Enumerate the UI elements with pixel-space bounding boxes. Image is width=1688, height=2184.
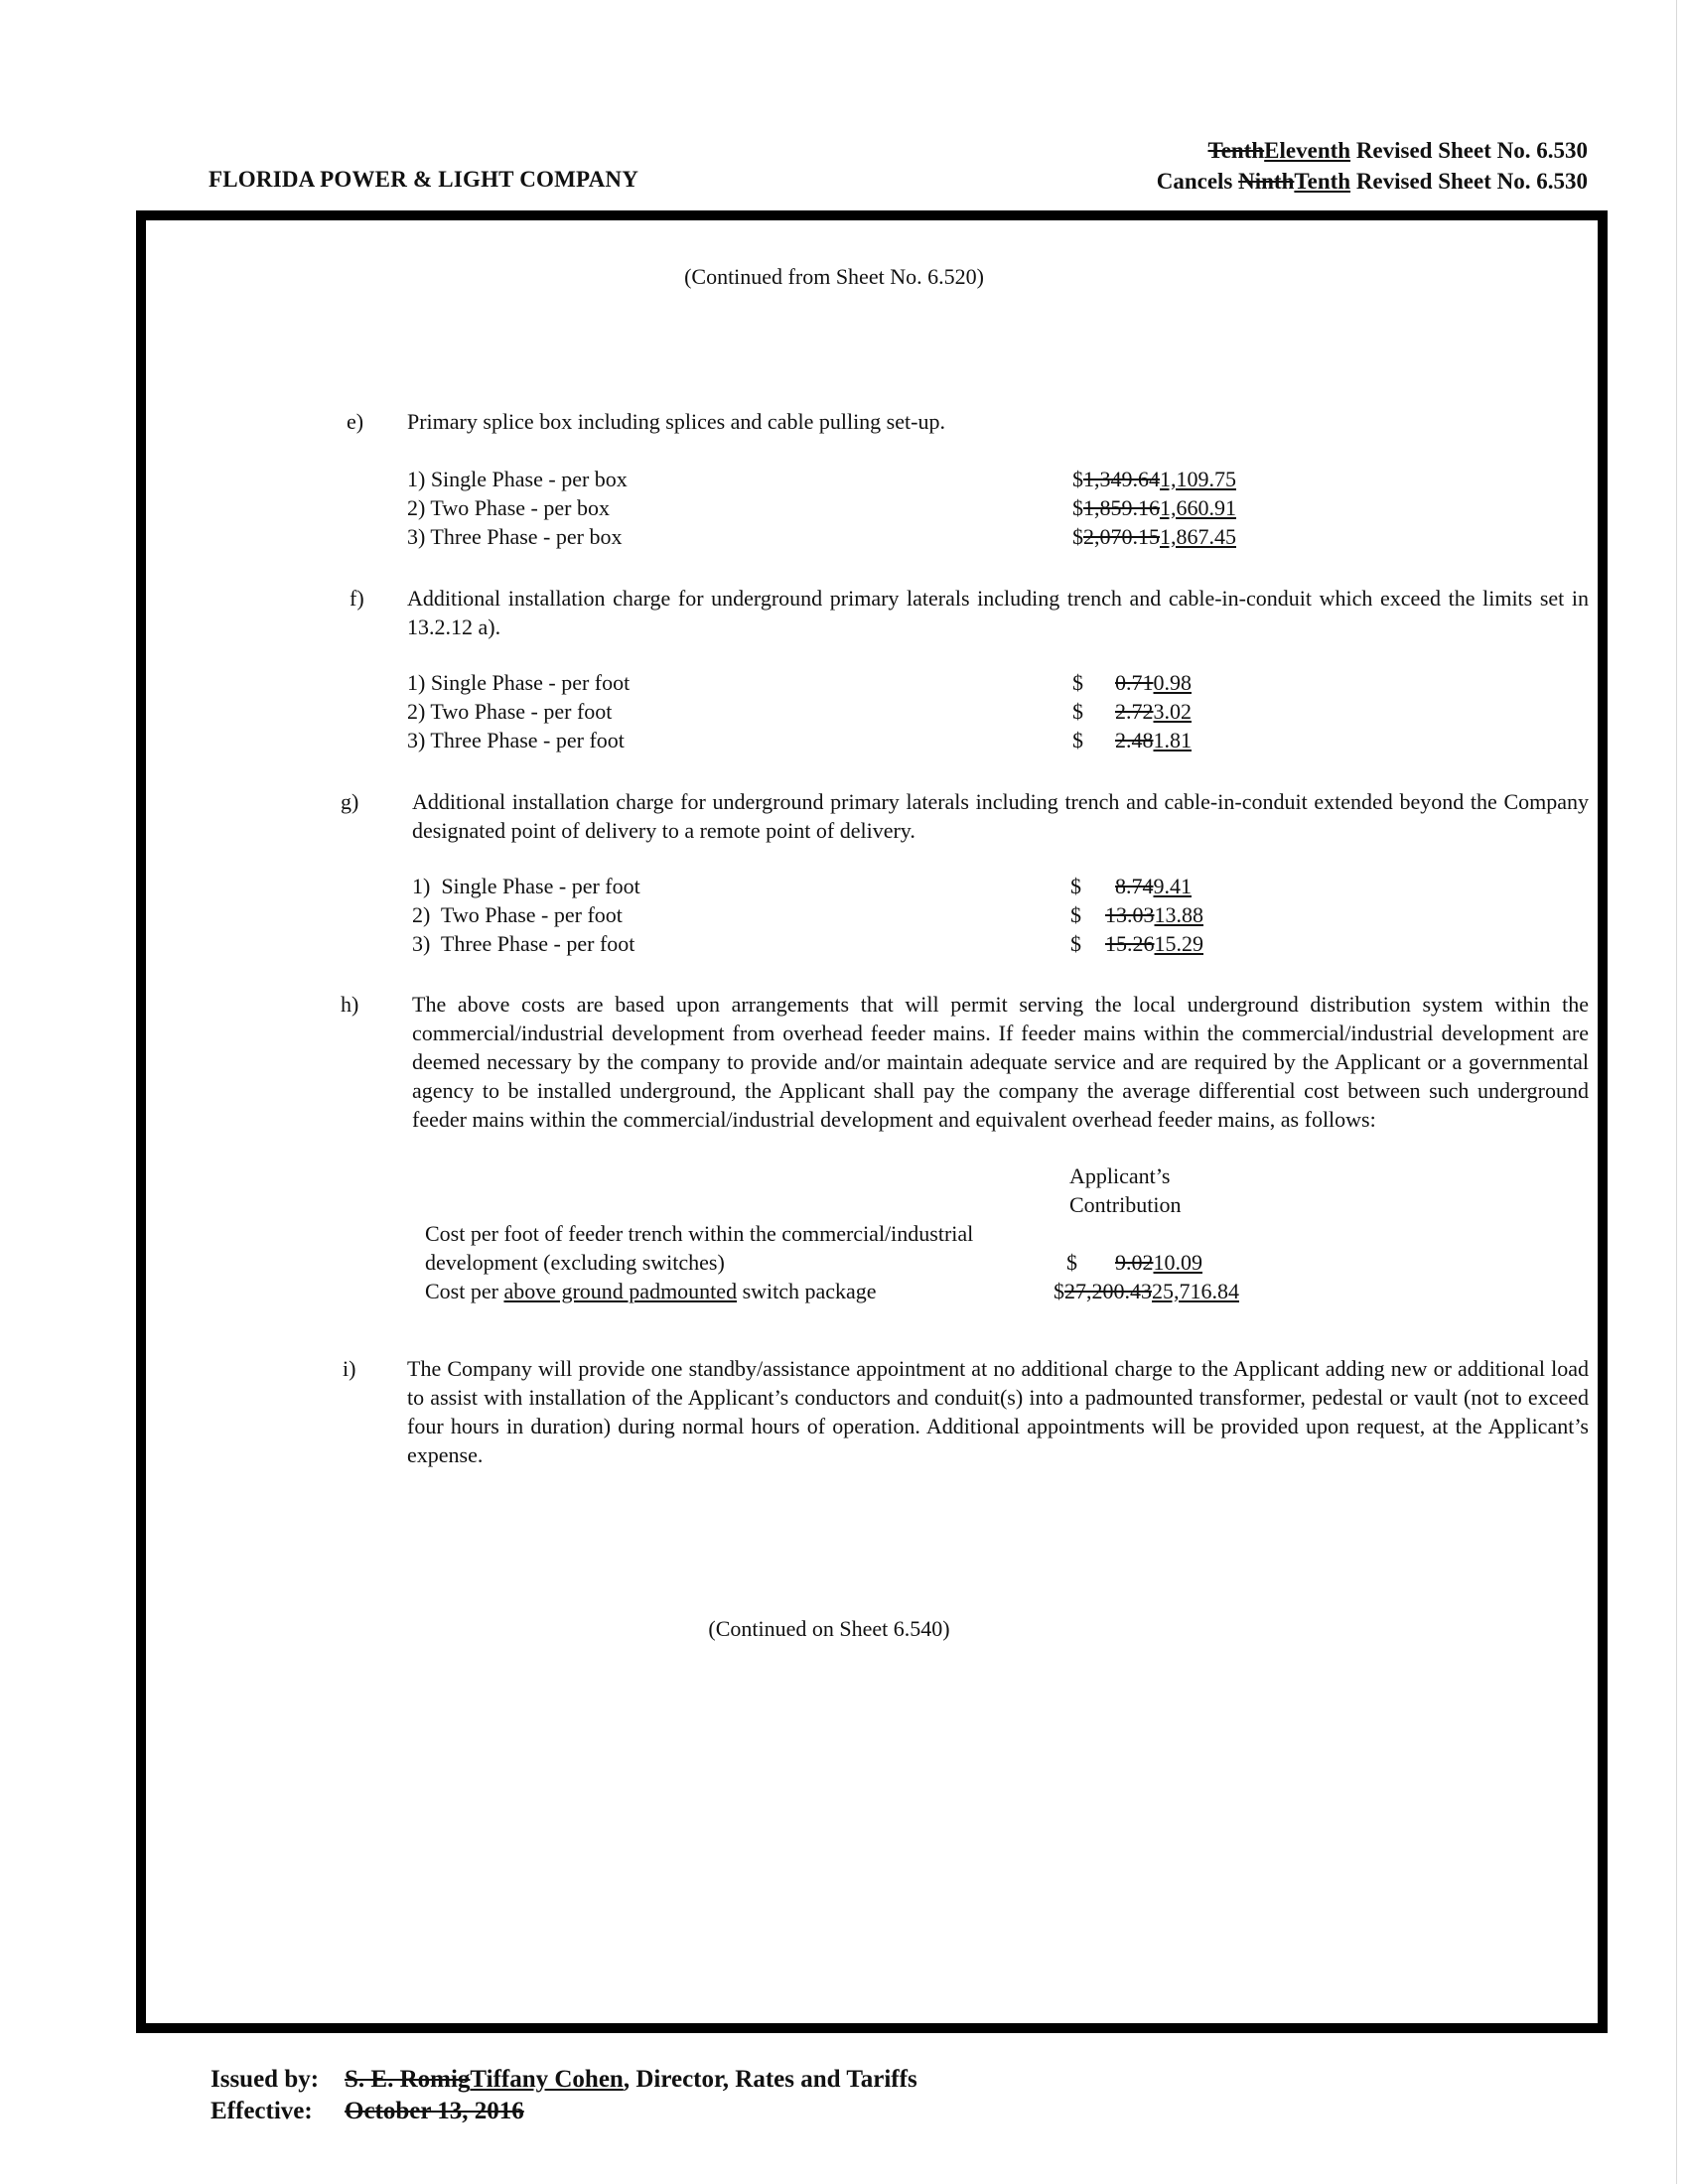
section-i-text: The Company will provide one standby/assistance appointment at no additional charge to the Applicant adding new or additional load to assist with installation of the Applicant’s conductors and conduit(s) into a padmounted transformer, pedestal or vault (not to exceed four hours in duration) during normal hours of operation. Additional appointments will be provided upon request, at the Applicant’s expense. bbox=[407, 1356, 1589, 1467]
row-label: 3) Three Phase - per foot bbox=[407, 728, 625, 752]
row-label: 3) Three Phase - per foot bbox=[412, 931, 635, 956]
row-label: 2) Two Phase - per foot bbox=[407, 699, 613, 724]
dollar-sign: $ bbox=[1072, 699, 1083, 724]
row-label: 1) Single Phase - per box bbox=[407, 467, 628, 491]
dollar-sign: $ bbox=[1072, 524, 1083, 549]
section-g-letter: g) bbox=[341, 789, 359, 814]
dollar-sign: $ bbox=[1070, 902, 1081, 927]
dollar-sign: $ bbox=[1054, 1279, 1064, 1303]
new-amount: 13.88 bbox=[1154, 902, 1203, 927]
revised-suffix: Revised Sheet No. 6.530 bbox=[1350, 138, 1588, 163]
feeder-trench-label-2: development (excluding switches) bbox=[425, 1250, 725, 1275]
new-amount: 1,660.91 bbox=[1160, 495, 1236, 520]
continued-on: (Continued on Sheet 6.540) bbox=[708, 1616, 950, 1641]
company-name: FLORIDA POWER & LIGHT COMPANY bbox=[209, 167, 639, 192]
section-g-row-2 bbox=[0, 900, 1688, 929]
issued-suffix: , Director, Rates and Tariffs bbox=[623, 2066, 917, 2093]
new-amount: 1,867.45 bbox=[1160, 524, 1236, 549]
row-label: 2) Two Phase - per foot bbox=[412, 902, 623, 927]
section-g-row-3 bbox=[0, 929, 1688, 958]
old-amount: 0.71 bbox=[1115, 670, 1154, 695]
old-amount: 1,349.64 bbox=[1083, 467, 1160, 491]
row-label: 1) Single Phase - per foot bbox=[407, 670, 631, 695]
section-f-row-3 bbox=[0, 726, 1688, 754]
revised-sheet-line bbox=[1207, 136, 1588, 165]
dollar-sign: $ bbox=[1070, 931, 1081, 956]
cancels-suffix: Revised Sheet No. 6.530 bbox=[1350, 169, 1588, 194]
old-amount: 27,200.43 bbox=[1064, 1279, 1152, 1303]
row-label: 1) Single Phase - per foot bbox=[412, 874, 640, 898]
label-part: Cost per bbox=[425, 1279, 504, 1303]
effective-old: October 13, 2016 bbox=[345, 2098, 524, 2124]
label-part: switch package bbox=[737, 1279, 877, 1303]
applicant-header-1: Applicant’s bbox=[1069, 1163, 1171, 1188]
issued-old: S. E. Romig bbox=[345, 2066, 471, 2093]
switch-package-amount bbox=[1054, 1277, 1239, 1305]
feeder-trench-dollar: $ bbox=[1066, 1250, 1077, 1275]
issued-new: Tiffany Cohen bbox=[470, 2066, 624, 2093]
section-f-row-1 bbox=[0, 668, 1688, 697]
section-e-row-3 bbox=[0, 522, 1688, 551]
effective-label: Effective: bbox=[211, 2098, 313, 2124]
continued-from: (Continued from Sheet No. 6.520) bbox=[684, 264, 984, 289]
new-amount: 0.98 bbox=[1153, 670, 1192, 695]
old-amount: 1,859.16 bbox=[1083, 495, 1160, 520]
section-h-text: The above costs are based upon arrangements that will permit serving the local underground distribution system within the commercial/industrial development from overhead feeder mains. If feeder mains within the commercial/industrial development are deemed necessary by the company to provide and/or maintain adequate service and are required by the Applicant or a governmental agency to be installed underground, the Applicant shall pay the company the average differential cost between such underground feeder mains within the commercial/industrial development and equivalent overhead feeder mains, as follows: bbox=[412, 992, 1589, 1132]
cancels-sheet-line bbox=[1157, 167, 1588, 196]
section-e-row-1 bbox=[0, 465, 1688, 493]
cancels-prefix: Cancels bbox=[1156, 169, 1239, 194]
old-amount: 2.72 bbox=[1115, 699, 1154, 724]
revised-old: Tenth bbox=[1207, 138, 1265, 163]
section-e-text: Primary splice box including splices and cable pulling set-up. bbox=[407, 409, 945, 434]
new-amount: 10.09 bbox=[1153, 1250, 1202, 1275]
feeder-trench-amount bbox=[1115, 1248, 1202, 1277]
dollar-sign: $ bbox=[1072, 495, 1083, 520]
dollar-sign: $ bbox=[1072, 467, 1083, 491]
old-amount: 8.74 bbox=[1115, 874, 1154, 898]
effective-line bbox=[211, 2097, 524, 2125]
new-amount: 25,716.84 bbox=[1152, 1279, 1239, 1303]
dollar-sign: $ bbox=[1070, 874, 1081, 898]
dollar-sign: $ bbox=[1072, 728, 1083, 752]
applicant-header-2: Contribution bbox=[1069, 1192, 1182, 1217]
new-amount: 9.41 bbox=[1153, 874, 1192, 898]
old-amount: 9.02 bbox=[1115, 1250, 1154, 1275]
row-label: 3) Three Phase - per box bbox=[407, 524, 623, 549]
issued-by-line bbox=[211, 2065, 917, 2094]
old-amount: 2,070.15 bbox=[1083, 524, 1160, 549]
section-e-letter: e) bbox=[347, 409, 364, 434]
revised-new: Eleventh bbox=[1264, 138, 1351, 163]
new-amount: 3.02 bbox=[1153, 699, 1192, 724]
row-label: 2) Two Phase - per box bbox=[407, 495, 610, 520]
new-amount: 1,109.75 bbox=[1160, 467, 1236, 491]
section-g-row-1 bbox=[0, 872, 1688, 900]
cancels-old: Ninth bbox=[1238, 169, 1295, 194]
new-amount: 1.81 bbox=[1153, 728, 1192, 752]
label-underlined: above ground padmounted bbox=[503, 1279, 738, 1303]
page-edge-line bbox=[1676, 0, 1677, 2184]
dollar-sign: $ bbox=[1072, 670, 1083, 695]
old-amount: 15.26 bbox=[1105, 931, 1155, 956]
switch-package-label bbox=[425, 1277, 877, 1305]
section-h-letter: h) bbox=[341, 992, 359, 1017]
new-amount: 15.29 bbox=[1154, 931, 1203, 956]
old-amount: 2.48 bbox=[1115, 728, 1154, 752]
section-e-row-2 bbox=[0, 493, 1688, 522]
feeder-trench-label-1: Cost per foot of feeder trench within the commercial/industrial bbox=[425, 1221, 974, 1246]
cancels-new: Tenth bbox=[1294, 169, 1351, 194]
section-f-text: Additional installation charge for underground primary laterals including trench and cable-in-conduit which exceed the limits set in 13.2.12 a). bbox=[407, 586, 1589, 639]
issued-label: Issued by: bbox=[211, 2066, 320, 2093]
section-i-letter: i) bbox=[343, 1356, 356, 1381]
section-f-row-2 bbox=[0, 697, 1688, 726]
section-g-text: Additional installation charge for underground primary laterals including trench and cable-in-conduit extended beyond the Company designated point of delivery to a remote point of delivery. bbox=[412, 789, 1589, 843]
section-f-letter: f) bbox=[350, 586, 364, 611]
old-amount: 13.03 bbox=[1105, 902, 1155, 927]
